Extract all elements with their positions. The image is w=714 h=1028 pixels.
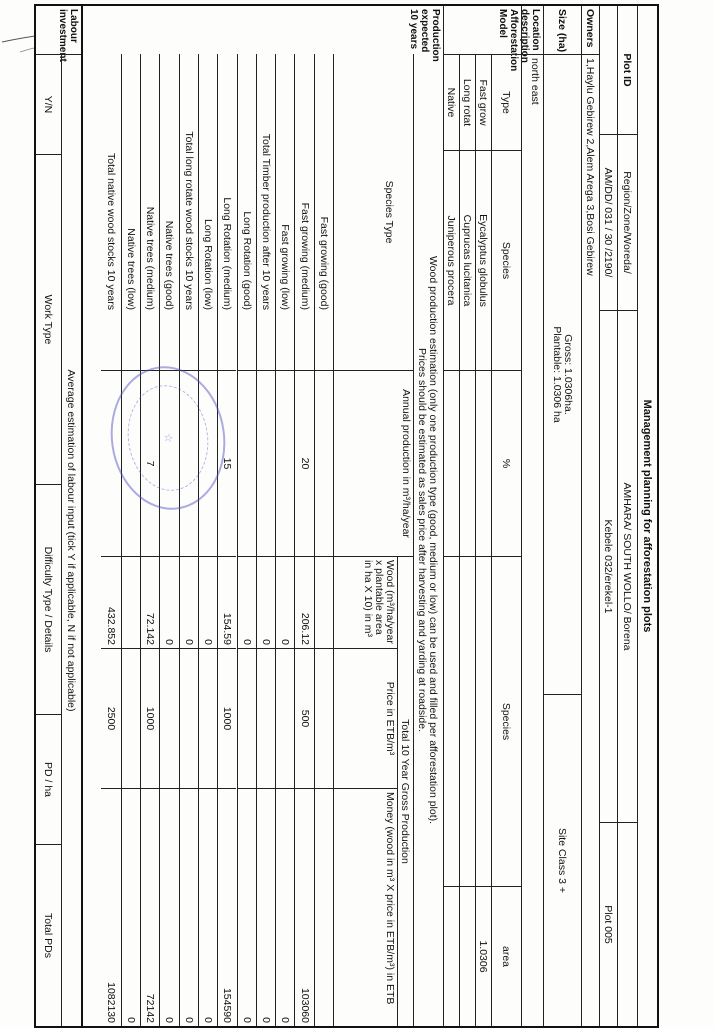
money-value: 0 [180, 788, 198, 1026]
production-note-1: Wood production estimation (only one production type (good, medium or low) can be used and filled per afforestation plot). [427, 255, 440, 825]
production-row [159, 54, 178, 1026]
price-value [199, 648, 217, 788]
plot-id-label: Plot ID [621, 53, 634, 87]
money-value: 0 [238, 788, 256, 1026]
gross-production-header: Total 10 Year Gross Production [397, 556, 413, 1026]
species-type-name: Long Rotation (medium) [221, 197, 234, 310]
model-species-header: Species [492, 150, 521, 370]
size-label: Size (ha) [556, 9, 569, 53]
production-row [198, 54, 217, 1026]
price-value [160, 648, 178, 788]
price-value: 1000 [218, 648, 236, 788]
money-value [315, 788, 333, 1026]
production-row [101, 54, 120, 1026]
production-table [83, 54, 443, 1026]
model-section [443, 6, 521, 1026]
model-row: Long rotat Cuprucas lucitanica [459, 54, 475, 1026]
title-row [637, 6, 657, 1026]
plot-number: Plot 005 [600, 822, 617, 1026]
annual-header: Annual production in m³/ha/year [334, 370, 413, 556]
model-row: Fast grow Eycalyptus globulus 1.0306 [475, 54, 491, 1026]
wood-volume-value [122, 556, 140, 648]
production-row [179, 54, 198, 1026]
money-value: 103060 [295, 788, 313, 1026]
wood-volume-value: 0 [199, 556, 217, 648]
species-type-name: Native trees (low) [124, 228, 137, 310]
model-species2-header: Species [492, 556, 521, 886]
production-notes [413, 54, 443, 1026]
official-stamp: ☆ [102, 359, 235, 517]
plot-code: AM/DD/ 031 / 30 /2190/ [600, 134, 617, 310]
model-type-header: Type [492, 54, 521, 150]
production-row [294, 54, 313, 1026]
money-value: 0 [122, 788, 140, 1026]
money-value: 72142 [141, 788, 159, 1026]
location-value: north east [522, 54, 543, 1026]
yn-header: Y/N [36, 54, 61, 154]
species-type-name: Total Timber production after 10 years [259, 133, 272, 310]
price-value: 500 [295, 648, 313, 788]
money-value: 154590 [218, 788, 236, 1026]
price-value: 1000 [141, 648, 159, 788]
production-row [237, 54, 256, 1026]
form-title: Management planning for afforestation plots [641, 399, 654, 633]
annual-production-value: 15 [218, 370, 236, 556]
wood-volume-value: 0 [160, 556, 178, 648]
model-label: Afforestation Model [497, 9, 519, 72]
annual-production-value: 7 [141, 370, 159, 556]
model-area-header: area [492, 886, 521, 1026]
species-type-name: Total long rotate wood stocks 10 years [182, 131, 195, 310]
annual-production-value [276, 370, 294, 556]
production-label: Production expected 10 years [408, 9, 441, 62]
species-type-name: Long Rotation (low) [202, 218, 215, 310]
total-pds-header: Total PDs [36, 844, 61, 1026]
species-type-name: Fast growing (good) [317, 216, 330, 310]
wood-volume-value: 0 [257, 556, 275, 648]
work-type-header: Work Type [36, 154, 61, 484]
size-row [543, 6, 581, 1026]
plot-code-row [599, 6, 617, 1026]
money-value: 0 [257, 788, 275, 1026]
difficulty-header: Difficulty Type / Details [36, 484, 61, 714]
price-value [315, 648, 333, 788]
price-value [122, 648, 140, 788]
wood-volume-value: 72.142 [141, 556, 159, 648]
species-type-name: Native trees (medium) [144, 206, 157, 310]
wood-volume-value: 206.12 [295, 556, 313, 648]
wood-volume-value: 0 [238, 556, 256, 648]
production-header-row [333, 54, 413, 1026]
species-type-name: Fast growing (medium) [298, 202, 311, 310]
annual-production-value: 20 [295, 370, 313, 556]
labour-header-row [36, 54, 61, 1026]
wood-volume-value [315, 556, 333, 648]
production-row [275, 54, 294, 1026]
money-value: 1082130 [101, 788, 120, 1026]
model-header-row [491, 54, 521, 1026]
site-class: Site Class 3 + [544, 694, 581, 1026]
labour-title: Average estimation of labour input (tick Y if applicable, N if not applicable) [62, 54, 81, 1026]
price-value [180, 648, 198, 788]
region-label: Region/Zone/Woreda/ [618, 134, 637, 310]
location-label: Location description [519, 9, 541, 63]
price-header: Price in ETB/m³ [334, 648, 397, 788]
wood-volume-value: 0 [180, 556, 198, 648]
price-value [276, 648, 294, 788]
plot-id-row [617, 6, 637, 1026]
money-value: 0 [276, 788, 294, 1026]
production-note-2: Prices should be estimated as sales price after harvesting and yarding at roadside. [416, 347, 429, 733]
price-value [238, 648, 256, 788]
species-type-name: Fast growing (low) [279, 224, 292, 310]
annual-production-value [238, 370, 256, 556]
pd-ha-header: PD / ha [36, 714, 61, 844]
plantable-area: Plantable: 1.0306 ha [551, 326, 564, 423]
price-value: 2500 [101, 648, 120, 788]
gross-area: Gross: 1.0306ha. [562, 334, 575, 415]
price-value [257, 648, 275, 788]
wood-volume-value: 432.852 [101, 556, 120, 648]
wood-volume-value: 0 [276, 556, 294, 648]
species-type-name: Long Rotation (good) [240, 211, 253, 310]
money-header: Money (wood in m³ X price in ETB/m³) in ETB [334, 788, 397, 1026]
species-type-header: Species Type [383, 180, 395, 244]
species-type-name: Native trees (good) [163, 220, 176, 310]
model-row: Native Juniperous procera [443, 54, 459, 1026]
owners-value: 1,Haylu Gebirew 2,Alem Arega 3,Bosi Gebirew [582, 54, 599, 1026]
money-value: 0 [199, 788, 217, 1026]
annual-production-value [257, 370, 275, 556]
labour-section [36, 6, 81, 1026]
kebele: Kebele 032/erekel-1 [600, 310, 617, 822]
species-type-name: Total native wood stocks 10 years [105, 153, 118, 310]
location-row [521, 6, 543, 1026]
model-percent-header: % [492, 370, 521, 556]
owners-label: Owners [584, 9, 597, 48]
afforestation-form [34, 4, 659, 1028]
owners-row [581, 6, 599, 1026]
production-section [81, 6, 443, 1026]
labour-label: Labour investment [57, 9, 79, 62]
production-row [256, 54, 275, 1026]
region-value: AMHARA/ SOUTH WOLLO/ Borena [618, 310, 637, 822]
wood-header: Wood (m³/ha/year x plantable area in ha X 10) in m³ [334, 556, 397, 648]
production-row [140, 54, 159, 1026]
annual-production-value [315, 370, 333, 556]
production-row [217, 54, 236, 1026]
money-value: 0 [160, 788, 178, 1026]
wood-volume-value: 154.59 [218, 556, 236, 648]
production-row [121, 54, 140, 1026]
production-row [314, 54, 333, 1026]
model-table [444, 54, 521, 1026]
